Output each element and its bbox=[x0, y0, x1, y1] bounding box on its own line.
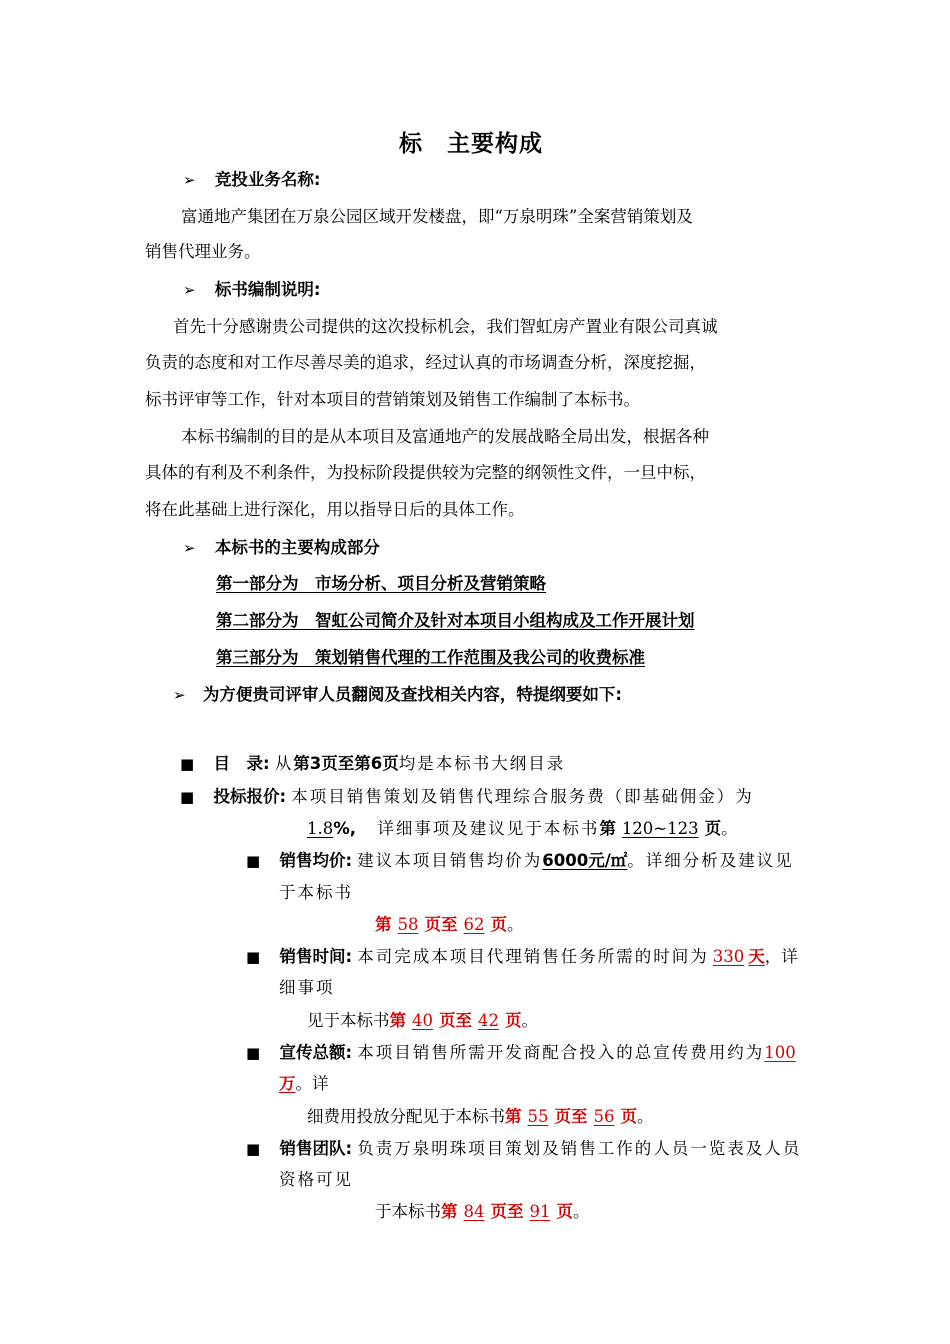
item-label: 宣传总额: bbox=[279, 1043, 353, 1062]
item-text: 详细事项及建议见于本标书 bbox=[377, 819, 600, 838]
paragraph-line: 首先十分感谢贵公司提供的这次投标机会，我们智虹房产置业有限公司真诚 bbox=[173, 317, 718, 336]
square-bullet-icon: ■ bbox=[246, 852, 261, 870]
outline-item-price bbox=[246, 851, 794, 871]
ye-zhi: 页至 bbox=[439, 1011, 472, 1030]
heading-text: 为方便贵司评审人员翻阅及查找相关内容，特提纲要如下: bbox=[202, 685, 622, 704]
page-start: 40 bbox=[412, 1011, 433, 1030]
page-start: 55 bbox=[527, 1107, 549, 1126]
di: 第 bbox=[599, 819, 616, 838]
promo-value: 100 bbox=[764, 1043, 796, 1062]
ye: 页 bbox=[556, 1202, 573, 1221]
item-label: 销售均价: bbox=[279, 851, 353, 870]
arrow-bullet-icon: ➢ bbox=[183, 281, 196, 299]
page-start: 58 bbox=[397, 915, 419, 934]
end: 。 bbox=[637, 1107, 654, 1126]
ye-zhi: 页至 bbox=[554, 1107, 588, 1126]
paragraph-line: 负责的态度和对工作尽善尽美的追求，经过认真的市场调查分析，深度挖掘， bbox=[145, 353, 706, 372]
paragraph-line: 将在此基础上进行深化，用以指导日后的具体工作。 bbox=[145, 500, 525, 519]
promo-line2 bbox=[279, 1074, 329, 1094]
item-text: 均是本标书大纲目录 bbox=[398, 754, 566, 773]
promo-line3 bbox=[307, 1107, 654, 1127]
heading-text: 本标书的主要构成部分 bbox=[214, 538, 380, 557]
di: 第 bbox=[389, 1011, 406, 1030]
heading-text: 竞投业务名称: bbox=[214, 170, 321, 189]
end: 。 bbox=[573, 1202, 590, 1221]
square-bullet-icon: ■ bbox=[246, 1140, 261, 1158]
section-heading-outline bbox=[173, 685, 622, 705]
paragraph-line: 标书评审等工作，针对本项目的营销策划及销售工作编制了本标书。 bbox=[145, 390, 640, 409]
paragraph-line: 本标书编制的目的是从本项目及富通地产的发展战略全局出发，根据各种 bbox=[181, 427, 709, 446]
item-label: 销售时间: bbox=[279, 947, 353, 966]
ye: 页 bbox=[704, 819, 722, 838]
price-line3 bbox=[375, 915, 524, 935]
section-heading-bid-name bbox=[183, 170, 320, 190]
page-end: 91 bbox=[529, 1202, 551, 1221]
item-text: 从 bbox=[274, 754, 294, 773]
outline-item-promo bbox=[246, 1043, 796, 1063]
ye: 页 bbox=[505, 1011, 522, 1030]
item-text: 本项目销售所需开发商配合投入的总宣传费用约为 bbox=[357, 1043, 765, 1062]
outline-item-bid bbox=[180, 787, 754, 807]
arrow-bullet-icon: ➢ bbox=[183, 171, 196, 189]
paragraph-line: 销售代理业务。 bbox=[145, 242, 261, 261]
time-line3 bbox=[307, 1011, 538, 1031]
di: 第 bbox=[505, 1107, 522, 1126]
part-two: 第二部分为 智虹公司简介及针对本项目小组构成及工作开展计划 bbox=[216, 611, 695, 630]
part-three: 第三部分为 策划销售代理的工作范围及我公司的收费标准 bbox=[216, 648, 645, 667]
ye-zhi: 页至 bbox=[424, 915, 458, 934]
item-label: 目 录: bbox=[213, 754, 270, 773]
time-unit: 天 bbox=[748, 947, 765, 966]
bid-pct: %, bbox=[333, 819, 357, 838]
time-line2: 细事项 bbox=[279, 978, 335, 997]
square-bullet-icon: ■ bbox=[246, 1044, 261, 1062]
item-text: 见于本标书 bbox=[307, 1011, 390, 1030]
item-text: ，详 bbox=[764, 947, 798, 966]
bid-line2 bbox=[307, 819, 738, 839]
paragraph-line: 具体的有利及不利条件，为投标阶段提供较为完整的纲领性文件，一旦中标， bbox=[145, 463, 706, 482]
paragraph-line: 富通地产集团在万泉公园区域开发楼盘，即“万泉明珠”全案营销策划及 bbox=[181, 207, 693, 226]
end: 。 bbox=[507, 915, 524, 934]
item-label: 销售团队: bbox=[279, 1139, 353, 1158]
time-value: 330 bbox=[712, 947, 745, 966]
square-bullet-icon: ■ bbox=[246, 948, 261, 966]
ye: 页 bbox=[620, 1107, 637, 1126]
page-title: 标 主要构成 bbox=[399, 131, 543, 157]
page-end: 42 bbox=[478, 1011, 499, 1030]
promo-unit: 万 bbox=[279, 1074, 296, 1093]
di: 第 bbox=[375, 915, 392, 934]
section-heading-composition bbox=[183, 538, 380, 558]
arrow-bullet-icon: ➢ bbox=[173, 686, 186, 704]
page-end: 62 bbox=[463, 915, 485, 934]
item-text: 于本标书 bbox=[375, 1202, 441, 1221]
price-value: 6000元/㎡ bbox=[542, 851, 628, 870]
page-start: 84 bbox=[463, 1202, 485, 1221]
team-line2: 资格可见 bbox=[279, 1170, 353, 1189]
square-bullet-icon: ■ bbox=[180, 755, 195, 773]
toc-pages: 第3页至第6页 bbox=[293, 754, 399, 773]
item-text: 本项目销售策划及销售代理综合服务费（即基础佣金）为 bbox=[291, 787, 754, 806]
outline-item-toc bbox=[180, 754, 565, 774]
ye: 页 bbox=[490, 915, 507, 934]
item-text: 。详 bbox=[295, 1074, 329, 1093]
bid-pages: 120~123 bbox=[621, 819, 699, 838]
section-heading-description bbox=[183, 280, 320, 300]
team-line3 bbox=[375, 1202, 590, 1222]
item-text: 本司完成本项目代理销售任务所需的时间为 bbox=[357, 947, 709, 966]
ye-zhi: 页至 bbox=[490, 1202, 524, 1221]
item-text: 细费用投放分配见于本标书 bbox=[307, 1107, 505, 1126]
item-text: 负责万泉明珠项目策划及销售工作的人员一览表及人员 bbox=[357, 1139, 802, 1158]
item-text: 建议本项目销售均价为 bbox=[357, 851, 543, 870]
item-label: 投标报价: bbox=[213, 787, 287, 806]
end: 。 bbox=[721, 819, 738, 838]
outline-item-time bbox=[246, 947, 798, 967]
di: 第 bbox=[441, 1202, 458, 1221]
outline-item-team bbox=[246, 1139, 801, 1159]
page-end: 56 bbox=[593, 1107, 615, 1126]
end: 。 bbox=[521, 1011, 538, 1030]
square-bullet-icon: ■ bbox=[180, 788, 195, 806]
part-one: 第一部分为 市场分析、项目分析及营销策略 bbox=[216, 574, 546, 593]
arrow-bullet-icon: ➢ bbox=[183, 539, 196, 557]
item-text: 。详细分析及建议见 bbox=[627, 851, 794, 870]
bid-rate: 1.8 bbox=[307, 819, 334, 838]
heading-text: 标书编制说明: bbox=[214, 280, 321, 299]
price-line2: 于本标书 bbox=[279, 883, 353, 902]
